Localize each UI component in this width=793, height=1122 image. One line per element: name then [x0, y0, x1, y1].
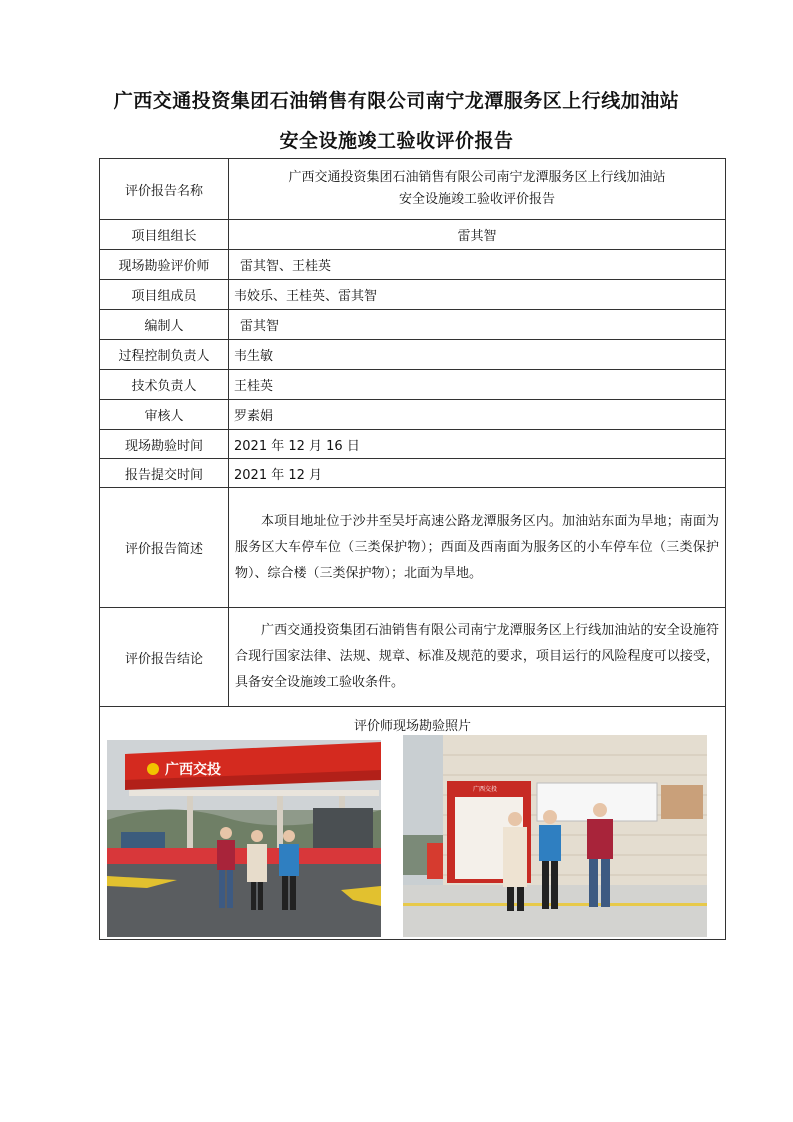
evaluation-table	[99, 158, 726, 940]
row-site-evaluator	[100, 250, 726, 280]
board-title-text: 广西交投	[473, 786, 498, 793]
photo-canopy-illustration	[107, 740, 381, 937]
row-reviewer	[100, 400, 726, 430]
row-editor	[100, 310, 726, 340]
value-summary	[229, 488, 726, 608]
label-survey-time: 现场勘验时间	[100, 430, 229, 459]
value-site-evaluator: 雷其智、王桂英	[229, 250, 726, 280]
row-tech	[100, 370, 726, 400]
label-process-control: 过程控制负责人	[100, 340, 229, 370]
value-leader: 雷其智	[229, 220, 726, 250]
row-survey-time	[100, 430, 726, 459]
label-editor: 编制人	[100, 310, 229, 340]
label-members: 项目组成员	[100, 280, 229, 310]
value-report-name-line1: 广西交通投资集团石油销售有限公司南宁龙潭服务区上行线加油站	[288, 170, 666, 185]
value-tech: 王桂英	[229, 370, 726, 400]
photo-gas-station-canopy	[107, 740, 381, 937]
value-submit-time: 2021 年 12 月	[229, 459, 726, 488]
label-conclusion: 评价报告结论	[100, 608, 229, 707]
canopy-sign-text: 广西交投	[165, 762, 221, 778]
label-site-evaluator: 现场勘验评价师	[100, 250, 229, 280]
photo-notice-board	[403, 735, 707, 937]
document-title-line1: 广西交通投资集团石油销售有限公司南宁龙潭服务区上行线加油站	[113, 90, 680, 112]
value-reviewer: 罗素娟	[229, 400, 726, 430]
photo-board-illustration	[403, 735, 707, 937]
value-conclusion	[229, 608, 726, 707]
row-photos	[100, 707, 726, 940]
label-reviewer: 审核人	[100, 400, 229, 430]
label-leader: 项目组组长	[100, 220, 229, 250]
value-process-control: 韦生敏	[229, 340, 726, 370]
row-conclusion	[100, 608, 726, 707]
value-members: 韦姣乐、王桂英、雷其智	[229, 280, 726, 310]
value-survey-time: 2021 年 12 月 16 日	[229, 430, 726, 459]
row-members	[100, 280, 726, 310]
value-report-name	[229, 159, 726, 220]
row-submit-time	[100, 459, 726, 488]
value-editor: 雷其智	[229, 310, 726, 340]
photos-cell	[100, 707, 726, 940]
row-leader	[100, 220, 726, 250]
document-title-line2: 安全设施竣工验收评价报告	[279, 130, 514, 152]
photos-heading: 评价师现场勘验照片	[353, 719, 471, 734]
row-report-name	[100, 159, 726, 220]
conclusion-text: 广西交通投资集团石油销售有限公司南宁龙潭服务区上行线加油站的安全设施符合现行国家法律、法规、规章、标准及规范的要求，项目运行的风险程度可以接受，具备安全设施竣工验收条件。	[235, 623, 719, 690]
row-process-control	[100, 340, 726, 370]
row-summary	[100, 488, 726, 608]
value-report-name-line2: 安全设施竣工验收评价报告	[398, 192, 555, 207]
label-report-name: 评价报告名称	[100, 159, 229, 220]
summary-text: 本项目地址位于沙井至吴圩高速公路龙潭服务区内。加油站东面为旱地；南面为服务区大车停车位（三类保护物）；西面及西南面为服务区的小车停车位（三类保护物）、综合楼（三类保护物）；北面为旱地。	[235, 513, 719, 581]
label-submit-time: 报告提交时间	[100, 459, 229, 488]
label-tech: 技术负责人	[100, 370, 229, 400]
label-summary: 评价报告简述	[100, 488, 229, 608]
